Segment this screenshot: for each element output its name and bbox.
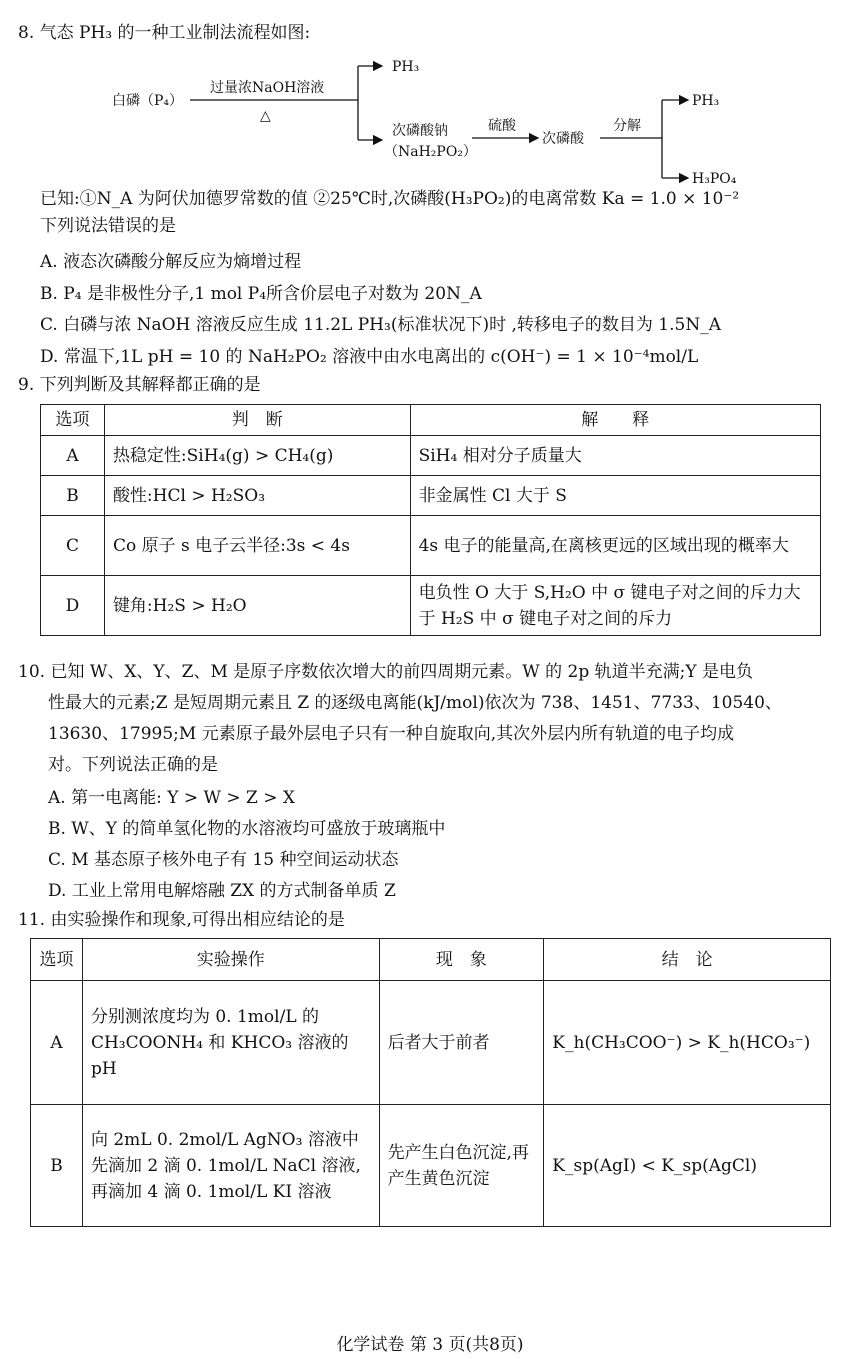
table-header: 结 论 [544,939,831,981]
table-cell: SiH₄ 相对分子质量大 [410,436,820,476]
q9-title: 9. 下列判断及其解释都正确的是 [18,375,261,395]
q8-known: 已知:①N_A 为阿伏加德罗常数的值 ②25℃时,次磷酸(H₃PO₂)的电离常数 Ka = 1.0 × 10⁻² [40,189,740,209]
table-cell: 后者大于前者 [379,981,544,1105]
table-row [41,476,821,516]
q8-option-d: D. 常温下,1L pH = 10 的 NaH₂PO₂ 溶液中由水电离出的 c(OH⁻) = 1 × 10⁻⁴mol/L [40,347,699,367]
table-header: 现 象 [379,939,544,981]
table-row [41,516,821,576]
table-row [31,1105,831,1227]
table-header-row [41,405,821,436]
table-cell: A [41,436,105,476]
table-row [31,981,831,1105]
table-cell: K_h(CH₃COO⁻) > K_h(HCO₃⁻) [544,981,831,1105]
table-cell: 向 2mL 0. 2mol/L AgNO₃ 溶液中先滴加 2 滴 0. 1mol/L NaCl 溶液,再滴加 4 滴 0. 1mol/L KI 溶液 [82,1105,379,1227]
table-cell: K_sp(AgI) < K_sp(AgCl) [544,1105,831,1227]
table-cell: 分别测浓度均为 0. 1mol/L 的 CH₃COONH₄ 和 KHCO₃ 溶液的 pH [82,981,379,1105]
q8-option-a: A. 液态次磷酸分解反应为熵增过程 [40,252,302,272]
flow-step1-cond: △ [260,108,271,124]
flow-step1-label: 过量浓NaOH溶液 [210,80,325,96]
flow-start: 白磷（P₄） [112,93,184,109]
q9-table [40,404,821,636]
q8-option-c: C. 白磷与浓 NaOH 溶液反应生成 11.2L PH₃(标准状况下)时 ,转移电子的数目为 1.5N_A [40,315,721,335]
table-row [41,436,821,476]
table-cell: 先产生白色沉淀,再产生黄色沉淀 [379,1105,544,1227]
table-cell: Co 原子 s 电子云半径:3s < 4s [104,516,410,576]
table-cell: B [41,476,105,516]
table-cell: 热稳定性:SiH₄(g) > CH₄(g) [104,436,410,476]
table-cell: B [31,1105,83,1227]
flow-prod3: 次磷酸 [542,131,584,147]
table-cell: 电负性 O 大于 S,H₂O 中 σ 键电子对之间的斥力大于 H₂S 中 σ 键电子对之间的斥力 [410,576,820,636]
table-cell: D [41,576,105,636]
table-cell: A [31,981,83,1105]
q10-option-c: C. M 基态原子核外电子有 15 种空间运动状态 [48,850,399,870]
flow-step3-label: 分解 [613,118,641,134]
flow-prod5: H₃PO₄ [692,171,737,187]
table-cell: 键角:H₂S > H₂O [104,576,410,636]
q10-line-4: 对。下列说法正确的是 [48,755,218,775]
page-footer: 化学试卷 第 3 页(共8页) [336,1335,524,1355]
flow-prod2: 次磷酸钠 [392,123,448,139]
table-header: 选项 [41,405,105,436]
table-cell: 非金属性 Cl 大于 S [410,476,820,516]
q11-title: 11. 由实验操作和现象,可得出相应结论的是 [18,910,345,930]
table-header-row [31,939,831,981]
table-row [41,576,821,636]
table-cell: 4s 电子的能量高,在离核更远的区域出现的概率大 [410,516,820,576]
q10-option-b: B. W、Y 的简单氢化物的水溶液均可盛放于玻璃瓶中 [48,819,446,839]
table-header: 选项 [31,939,83,981]
flow-step2-label: 硫酸 [488,118,516,134]
flow-prod1: PH₃ [392,59,420,75]
flow-diagram [110,48,750,188]
flow-prod2-formula: （NaH₂PO₂） [384,144,477,160]
q10-option-d: D. 工业上常用电解熔融 ZX 的方式制备单质 Z [48,881,396,901]
table-header: 判 断 [104,405,410,436]
q10-option-a: A. 第一电离能: Y > W > Z > X [48,788,295,808]
table-header: 解 释 [410,405,820,436]
q10-line-3: 13630、17995;M 元素原子最外层电子只有一种自旋取向,其次外层内所有轨道的电子均成 [48,724,735,744]
q8-ask: 下列说法错误的是 [40,216,176,236]
q8-option-b: B. P₄ 是非极性分子,1 mol P₄所含价层电子对数为 20N_A [40,284,482,304]
q10-line-1: 10. 已知 W、X、Y、Z、M 是原子序数依次增大的前四周期元素。W 的 2p 轨道半充满;Y 是电负 [18,662,753,682]
q10-line-2: 性最大的元素;Z 是短周期元素且 Z 的逐级电离能(kJ/mol)依次为 738、1451、7733、10540、 [48,693,782,713]
table-cell: 酸性:HCl > H₂SO₃ [104,476,410,516]
table-header: 实验操作 [82,939,379,981]
q8-title: 8. 气态 PH₃ 的一种工业制法流程如图: [18,23,311,43]
table-cell: C [41,516,105,576]
flow-prod4: PH₃ [692,93,720,109]
q11-table [30,938,831,1227]
